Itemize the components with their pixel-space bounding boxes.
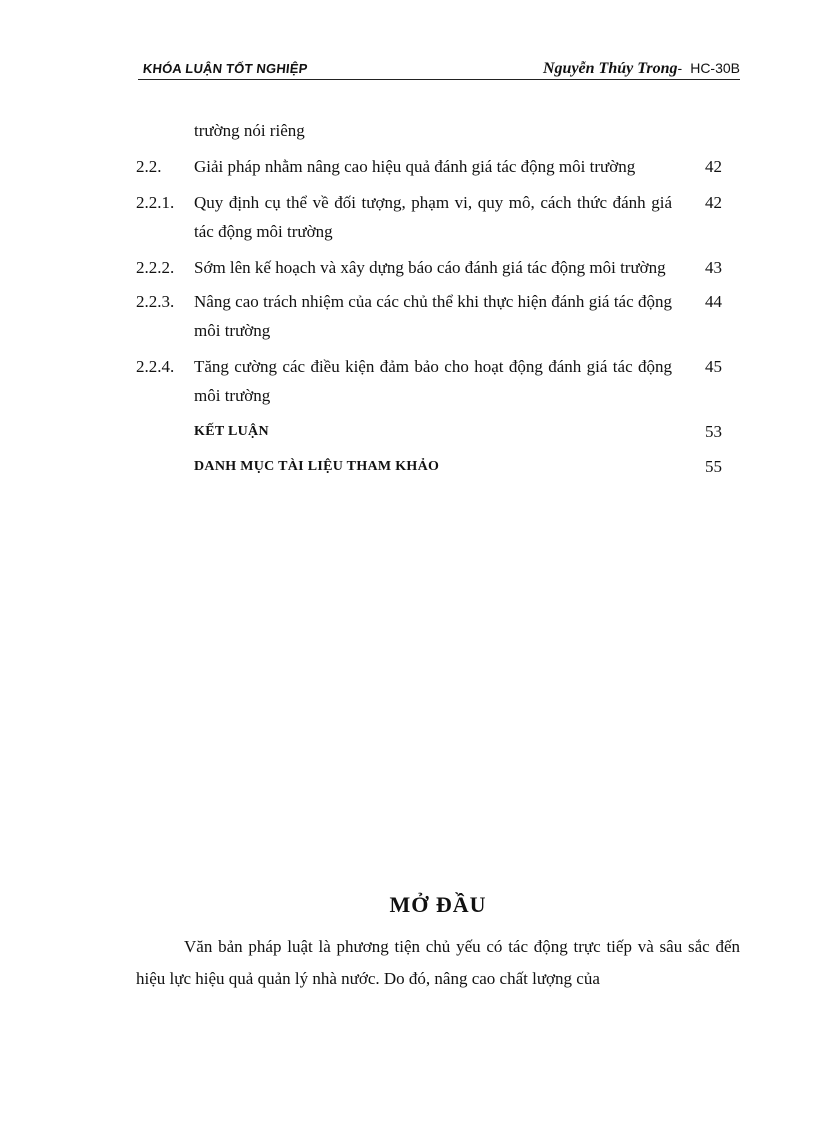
toc-page-number: 53 bbox=[705, 422, 722, 441]
toc-page-number: 44 bbox=[705, 292, 722, 311]
toc-number: 2.2.1. bbox=[136, 193, 175, 212]
toc-title: Tăng cường các điều kiện đảm bảo cho hoạt động đánh giá tác động môi trường bbox=[194, 357, 672, 405]
toc-page-number: 43 bbox=[705, 258, 722, 277]
page-header bbox=[138, 58, 740, 80]
toc-page-number: 45 bbox=[705, 357, 722, 376]
header-dash: - bbox=[677, 60, 683, 76]
toc-number: 2.2.2. bbox=[136, 258, 175, 277]
toc-title: Sớm lên kế hoạch và xây dựng báo cáo đánh giá tác động môi trường bbox=[194, 258, 666, 277]
toc-page-number: 42 bbox=[705, 157, 722, 176]
body-paragraph: Văn bản pháp luật là phương tiện chủ yếu có tác động trực tiếp và sâu sắc đến hiệu lực hiệu quả quản lý nhà nước. Do đó, nâng cao chất lượng của bbox=[136, 937, 740, 988]
toc-page-number: 55 bbox=[705, 457, 722, 476]
toc-title: trường nói riêng bbox=[194, 121, 305, 140]
toc-title: DANH MỤC TÀI LIỆU THAM KHẢO bbox=[194, 459, 440, 474]
toc-number: 2.2. bbox=[136, 157, 162, 176]
thesis-label: KHÓA LUẬN TỐT NGHIỆP bbox=[142, 61, 309, 76]
header-author-block bbox=[543, 60, 740, 78]
toc-title: KẾT LUẬN bbox=[194, 424, 269, 439]
toc-number: 2.2.3. bbox=[136, 292, 175, 311]
toc-title: Giải pháp nhằm nâng cao hiệu quả đánh giá tác động môi trường bbox=[194, 157, 636, 176]
header-divider bbox=[138, 79, 740, 80]
toc-page-number: 42 bbox=[705, 193, 722, 212]
toc-number: 2.2.4. bbox=[136, 357, 175, 376]
author-name: Nguyễn Thúy Trong bbox=[543, 60, 678, 77]
toc-title: Quy định cụ thể về đối tượng, phạm vi, quy mô, cách thức đánh giá tác động môi trường bbox=[194, 193, 672, 241]
section-heading: MỞ ĐẦU bbox=[389, 892, 487, 917]
toc-title: Nâng cao trách nhiệm của các chủ thể khi thực hiện đánh giá tác động môi trường bbox=[194, 292, 672, 340]
class-code: HC-30B bbox=[690, 60, 740, 76]
